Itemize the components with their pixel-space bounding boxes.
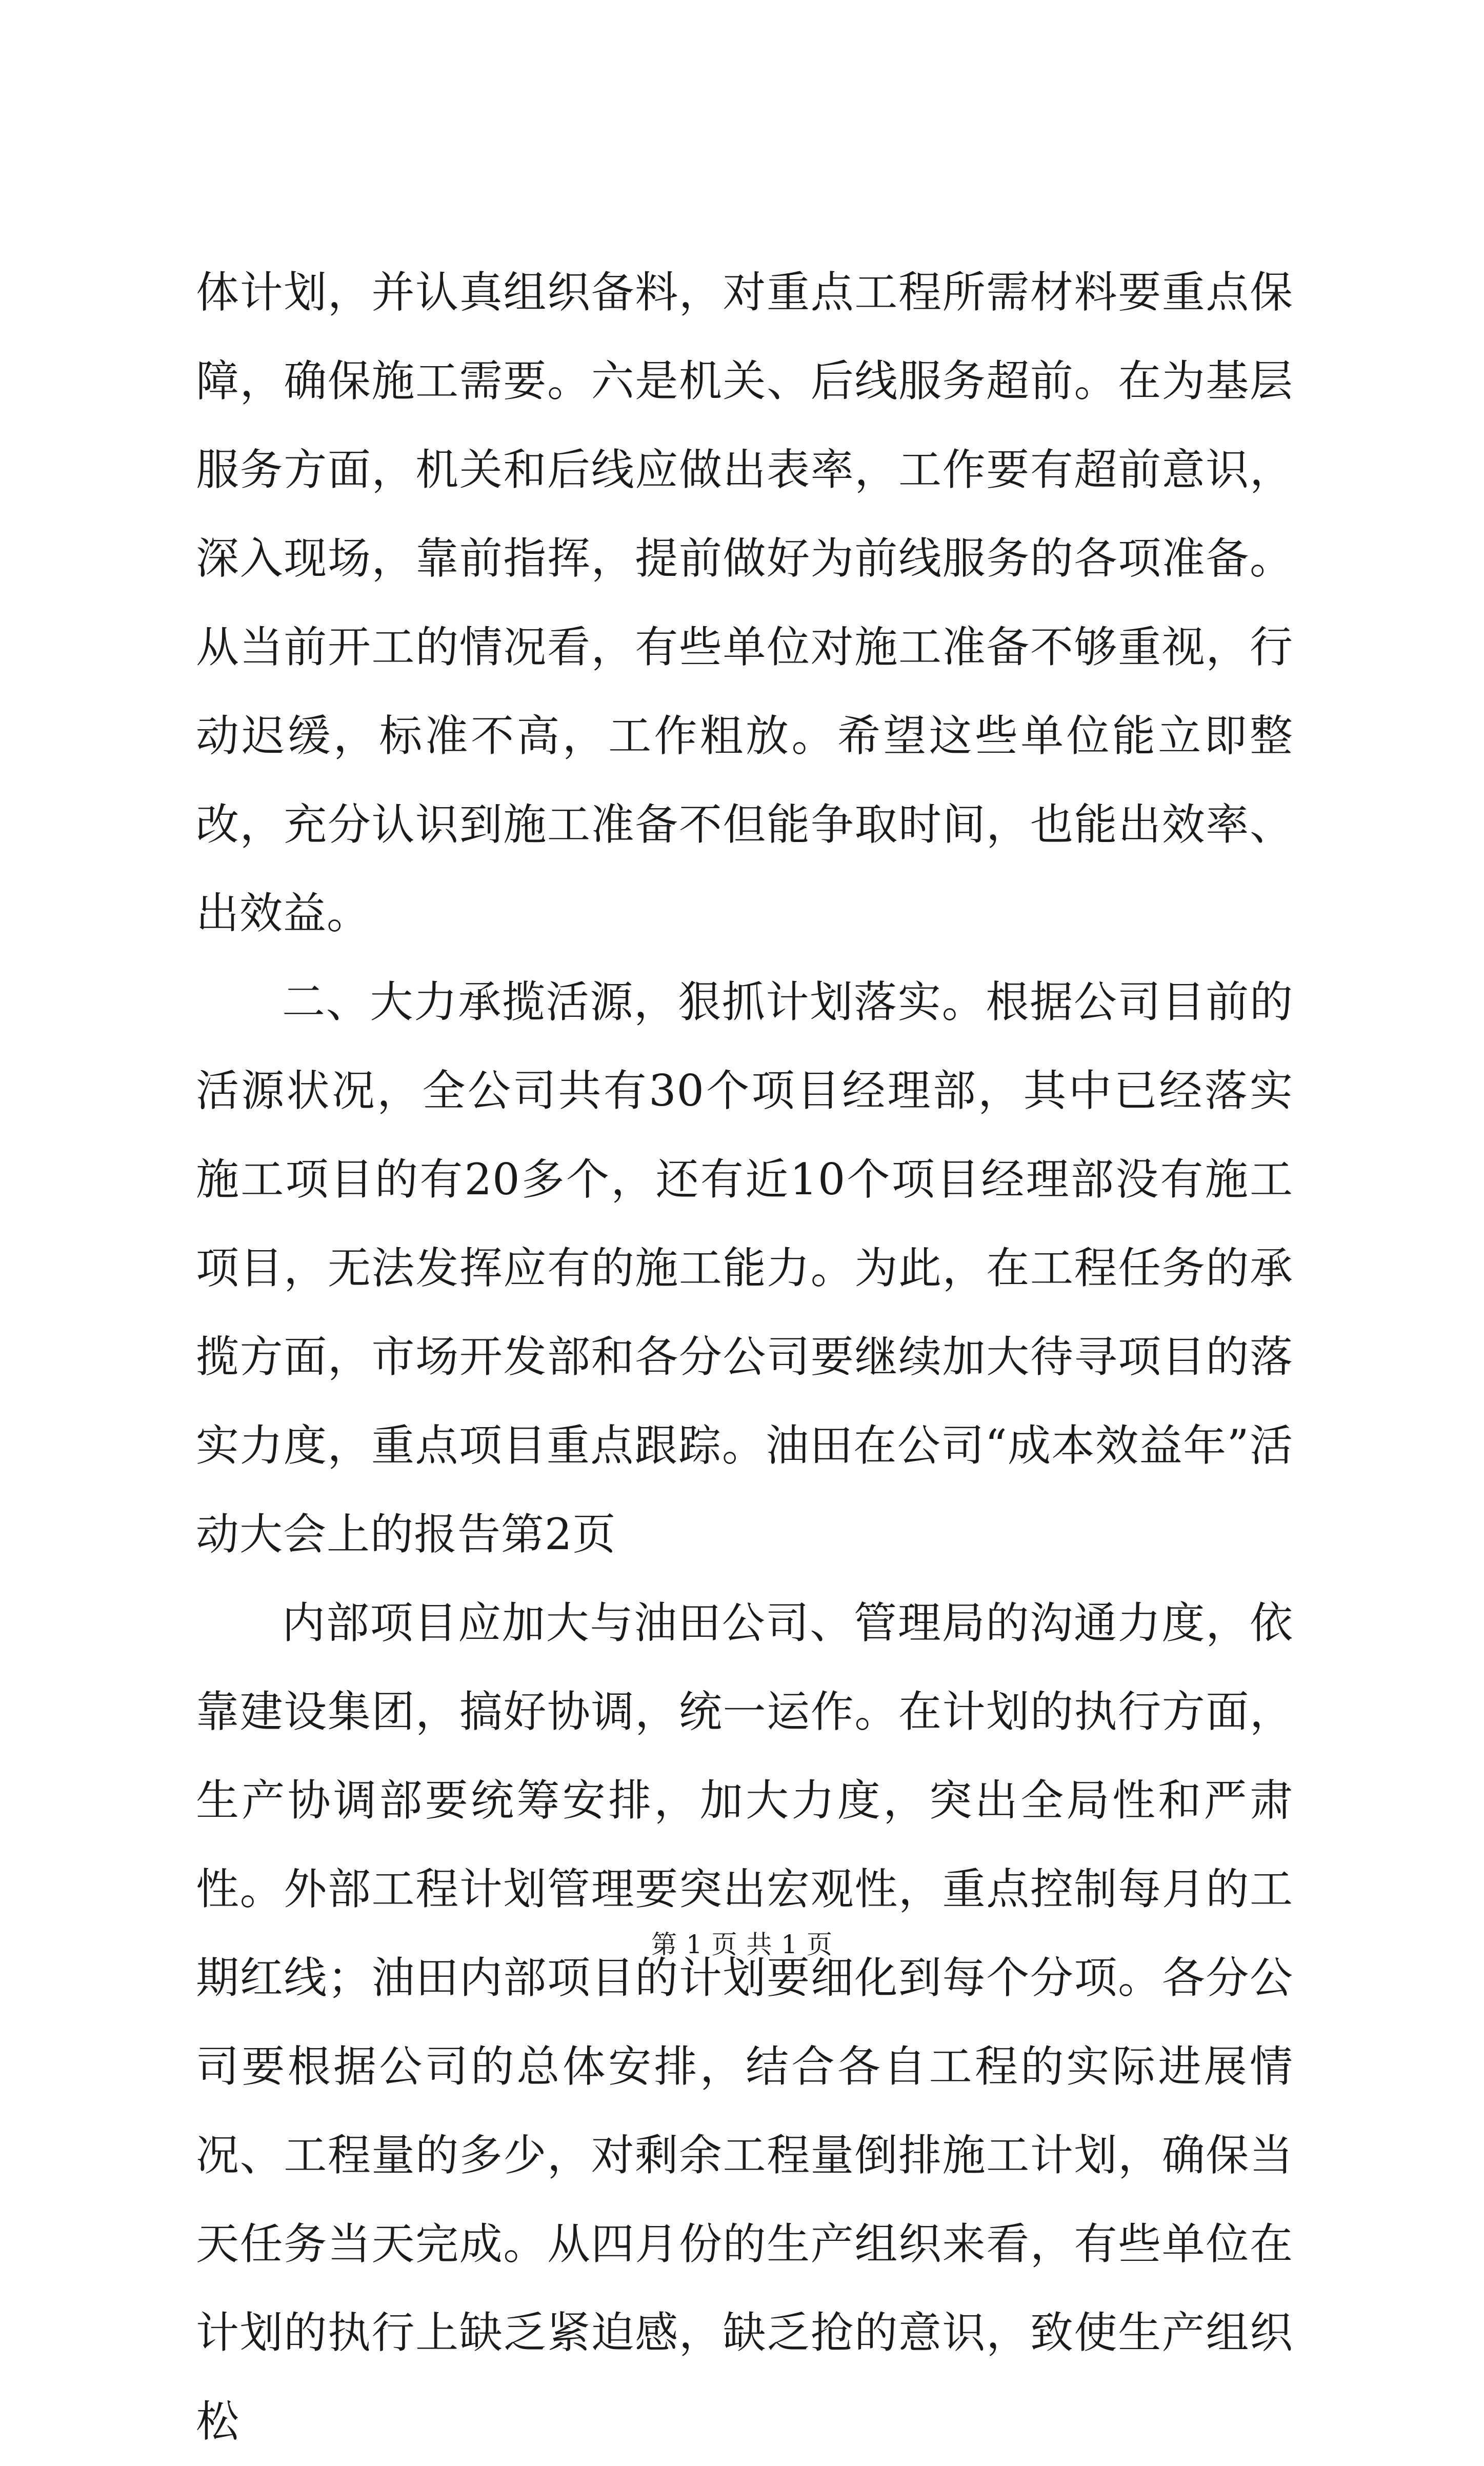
page-footer: 第 1 页 共 1 页	[651, 1930, 833, 1959]
paragraph-continuation: 体计划，并认真组织备料，对重点工程所需材料要重点保障，确保施工需要。六是机关、后线服务超前。在为基层服务方面，机关和后线应做出表率，工作要有超前意识，深入现场，靠前指挥，提前做好为前线服务的各项准备。从当前开工的情况看，有些单位对施工准备不够重视，行动迟缓，标准不高，工作粗放。希望这些单位能立即整改，充分认识到施工准备不但能争取时间，也能出效率、出效益。	[196, 267, 1293, 938]
document-body	[196, 248, 1293, 2466]
paragraph-section-two: 二、大力承揽活源，狠抓计划落实。根据公司目前的活源状况，全公司共有30个项目经理部，其中已经落实施工项目的有20多个，还有近10个项目经理部没有施工项目，无法发挥应有的施工能力。为此，在工程任务的承揽方面，市场开发部和各分公司要继续加大待寻项目的落实力度，重点项目重点跟踪。油田在公司“成本效益年”活动大会上的报告第2页	[196, 977, 1293, 1559]
paragraph-internal-projects: 内部项目应加大与油田公司、管理局的沟通力度，依靠建设集团，搞好协调，统一运作。在计划的执行方面，生产协调部要统筹安排，加大力度，突出全局性和严肃性。外部工程计划管理要突出宏观性，重点控制每月的工期红线；油田内部项目的计划要细化到每个分项。各分公司要根据公司的总体安排，结合各自工程的实际进展情况、工程量的多少，对剩余工程量倒排施工计划，确保当天任务当天完成。从四月份的生产组织来看，有些单位在计划的执行上缺乏紧迫感，缺乏抢的意识，致使生产组织松	[196, 1598, 1293, 2447]
